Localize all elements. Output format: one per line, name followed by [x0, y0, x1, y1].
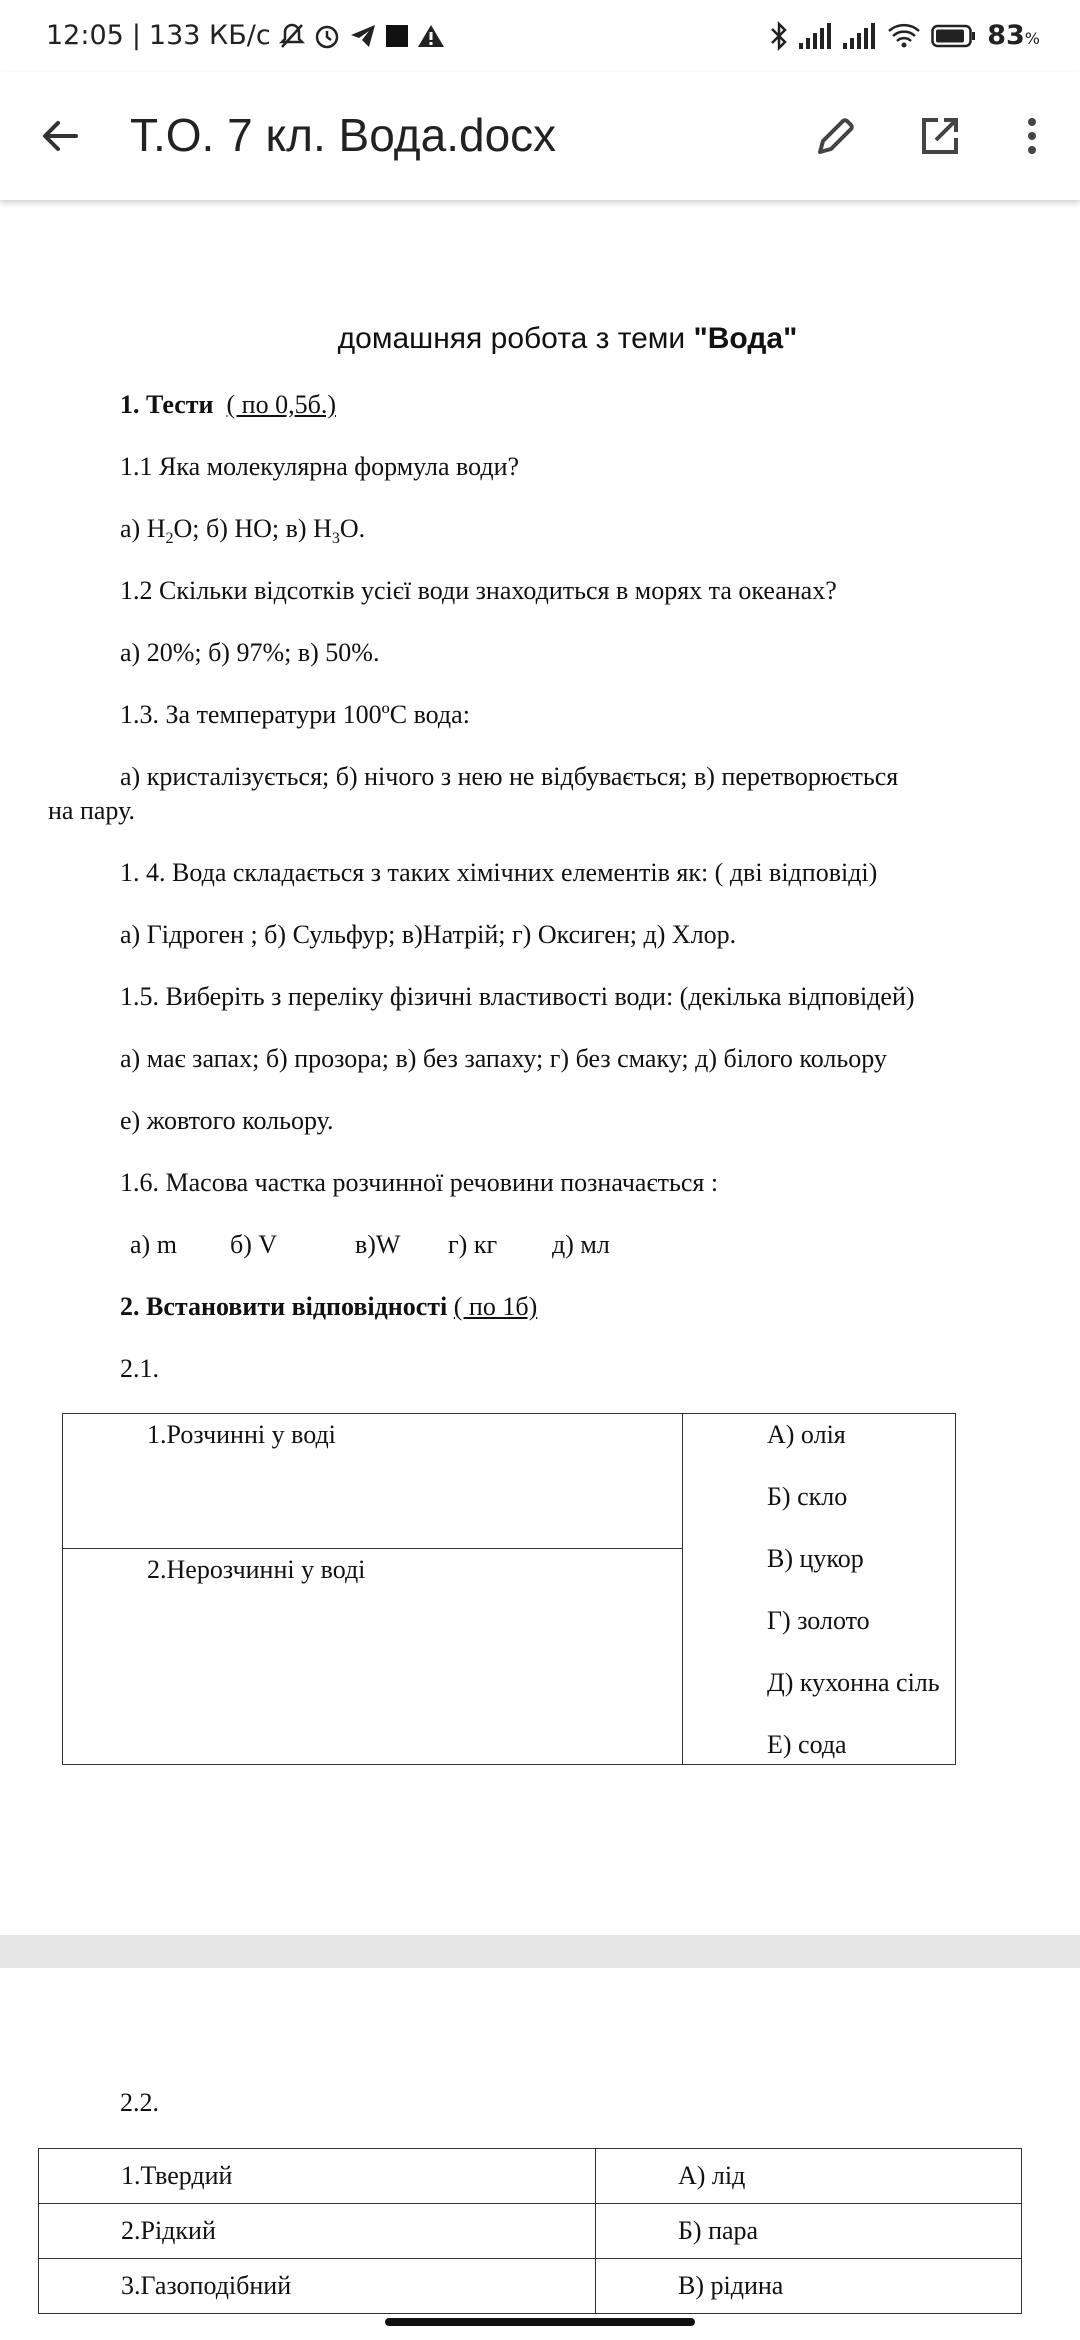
section-1-title: 1. Тести ( по 0,5б.): [120, 390, 336, 419]
answer-1-6: а) m б) V в)W г) кг д) мл: [130, 1230, 610, 1259]
matching-table-2-1: [62, 1413, 956, 1765]
document-page-1: [0, 200, 1080, 1935]
signal-icon: [799, 23, 833, 49]
back-arrow-icon[interactable]: [36, 112, 84, 160]
table-cell: А) лід: [596, 2149, 1022, 2204]
mute-icon: [279, 22, 305, 50]
question-2-1: 2.1.: [120, 1354, 159, 1383]
table-cell: В) рідина: [596, 2259, 1022, 2314]
signal2-icon: [843, 23, 877, 49]
gesture-nav-bar[interactable]: [385, 2318, 695, 2326]
warning-icon: [417, 23, 445, 49]
table-cell: [683, 1414, 956, 1765]
question-2-2: 2.2.: [120, 2088, 159, 2117]
question-1-5: 1.5. Виберіть з переліку фізичні властивості води: (декілька відповідей): [120, 982, 915, 1011]
square-icon: [385, 23, 409, 49]
matching-table-2-2: [38, 2148, 1022, 2314]
table-row: [39, 2259, 1022, 2314]
table-cell: 2.Рідкий: [39, 2204, 596, 2259]
table-cell: 1.Твердий: [39, 2149, 596, 2204]
table-cell: 3.Газоподібний: [39, 2259, 596, 2314]
app-bar: [0, 72, 1080, 200]
alarm-icon: [313, 22, 341, 50]
table-cell: Б) пара: [596, 2204, 1022, 2259]
more-vert-icon[interactable]: [1016, 112, 1048, 160]
table-cell: 2.Нерозчинні у воді: [63, 1549, 683, 1765]
open-external-icon[interactable]: [916, 112, 964, 160]
answer-1-5-line1: а) має запах; б) прозора; в) без запаху; г) без смаку; д) білого кольору: [120, 1044, 887, 1073]
battery-percent: 83%: [987, 20, 1040, 51]
bluetooth-icon: [769, 21, 789, 51]
question-1-6: 1.6. Масова частка розчинної речовини позначається :: [120, 1168, 719, 1197]
list-item: Д) кухонна сіль: [767, 1668, 940, 1697]
telegram-icon: [349, 23, 377, 49]
question-1-1: 1.1 Яка молекулярна формула води?: [120, 452, 520, 481]
list-item: Г) золото: [767, 1606, 870, 1635]
table-cell: 1.Розчинні у воді: [63, 1414, 683, 1549]
edit-pencil-icon[interactable]: [812, 112, 860, 160]
list-item: А) олія: [767, 1420, 846, 1449]
wifi-icon: [887, 23, 921, 49]
answer-1-4: а) Гідроген ; б) Сульфур; в)Натрій; г) Оксиген; д) Хлор.: [120, 920, 737, 949]
table-row: [39, 2204, 1022, 2259]
question-1-3: 1.3. За температури 100ºС вода:: [120, 700, 470, 729]
document-page-2: [0, 1968, 1080, 2340]
answer-1-1: а) $H_2O$; б) HO; в) $H_3O$.: [120, 514, 366, 548]
answer-1-5-line2: е) жовтого кольору.: [120, 1106, 334, 1135]
table-row: [39, 2149, 1022, 2204]
battery-icon: [931, 23, 977, 49]
list-item: Б) скло: [767, 1482, 848, 1511]
answer-1-3-line1: а) кристалізується; б) нічого з нею не відбувається; в) перетворюється: [120, 762, 899, 791]
doc-heading: домашняя робота з теми "Вода": [337, 322, 798, 355]
question-1-4: 1. 4. Вода складається з таких хімічних елементів як: ( дві відповіді): [120, 858, 878, 887]
answer-1-3-line2: на пару.: [48, 796, 135, 825]
answer-1-2: а) 20%; б) 97%; в) 50%.: [120, 638, 380, 667]
status-bar: 12:05 | 133 КБ/с 83%: [0, 0, 1080, 72]
list-item: В) цукор: [767, 1544, 864, 1573]
section-2-title: 2. Встановити відповідності ( по 1б): [120, 1292, 538, 1321]
status-speed: 133 КБ/с: [148, 20, 271, 51]
document-title: Т.О. 7 кл. Вода.docx: [130, 109, 557, 161]
question-1-2: 1.2 Скільки відсотків усієї води знаходиться в морях та океанах?: [120, 576, 837, 605]
list-item: Е) сода: [767, 1730, 847, 1759]
status-time: 12:05: [46, 20, 124, 51]
